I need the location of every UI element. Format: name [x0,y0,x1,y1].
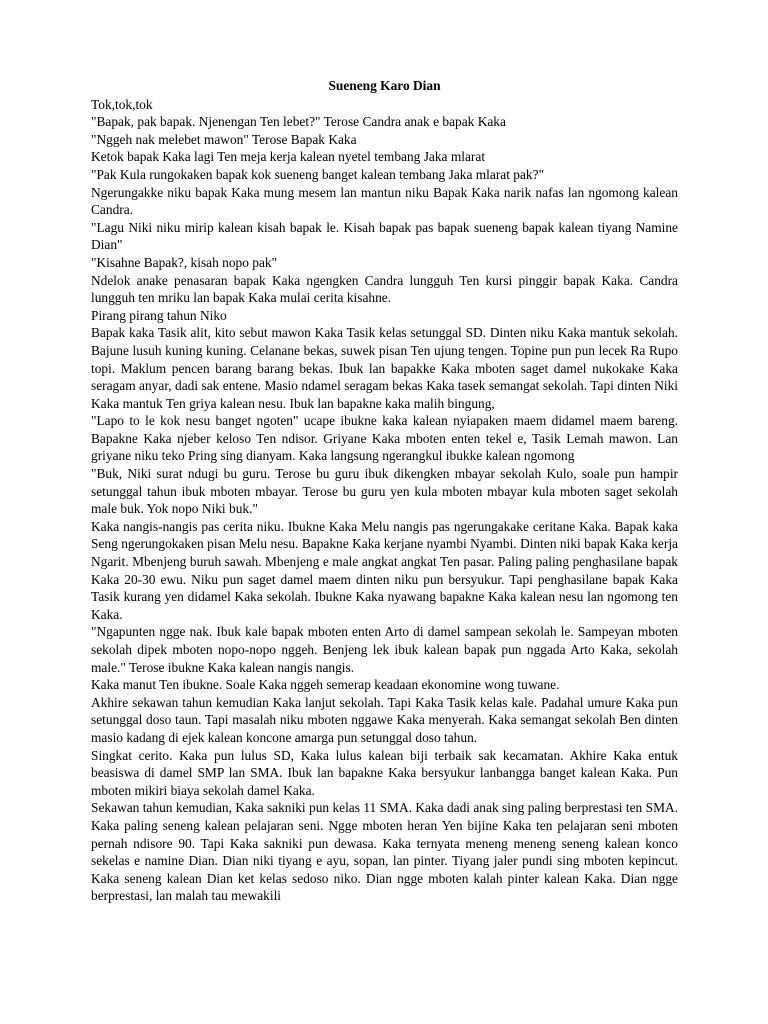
paragraph: Ngerungakke niku bapak Kaka mung mesem lan mantun niku Bapak Kaka narik nafas lan ngomong kalean Candra. [91,184,678,218]
paragraph: Akhire sekawan tahun kemudian Kaka lanjut sekolah. Tapi Kaka Tasik kelas kale. Padahal umure Kaka pun setunggal doso taun. Tapi masalah niku mboten nggawe Kaka menyerah. Kaka semangat sekolah Ben dinten masio kadang di ejek kalean koncone amarga pun setunggal doso tahun. [91,694,678,745]
paragraph: Ndelok anake penasaran bapak Kaka ngengken Candra lungguh Ten kursi pinggir bapak Kaka. Candra lungguh ten mriku lan bapak Kaka mulai cerita kisahne. [91,272,678,306]
paragraph: Singkat cerito. Kaka pun lulus SD, Kaka lulus kalean biji terbaik sak kecamatan. Akhire Kaka entuk beasiswa di damel SMP lan SMA. Ibuk lan bapakne Kaka bersyukur lanbangga banget kalean Kaka. Pun mboten mikiri biaya sekolah damel Kaka. [91,747,678,798]
paragraph: Pirang pirang tahun Niko [91,307,227,323]
paragraph: "Bapak, pak bapak. Njenengan Ten lebet?" Terose Candra anak e bapak Kaka [91,114,506,130]
paragraph: "Kisahne Bapak?, kisah nopo pak" [91,254,278,270]
paragraph: "Nggeh nak melebet mawon" Terose Bapak Kaka [91,131,357,147]
paragraph: "Buk, Niki surat ndugi bu guru. Terose bu guru ibuk dikengken mbayar sekolah Kulo, soale pun hampir setunggal tahun ibuk mboten mbayar. Terose bu guru yen kula mboten mbayar kula mboten saget sekolah male buk. Yok nopo Niki buk." [91,466,678,517]
paragraph: Kaka nangis-nangis pas cerita niku. Ibukne Kaka Melu nangis pas ngerungakake ceritane Kaka. Bapak kaka Seng ngerungokaken pisan Melu nesu. Bapakne Kaka kerjane nyambi Nyambi. Dinten niki bapak Kaka kerja Ngarit. Mbenjeng buruh sawah. Mbenjeng e male angkat angkat Ten pasar. Paling paling penghasilane bapak Kaka 20-30 ewu. Niku pun saget damel maem dinten niku pun bersyukur. Tapi penghasilane bapak Kaka Tasik kurang yen didamel Kaka sekolah. Ibukne Kaka nyawang bapakne Kaka kalean nesu lan ngomong ten Kaka. [91,518,678,622]
paragraph: Sekawan tahun kemudian, Kaka sakniki pun kelas 11 SMA. Kaka dadi anak sing paling berprestasi ten SMA. Kaka paling seneng kalean pelajaran seni. Ngge mboten heran Yen bijine Kaka ten pelajaran seni mboten pernah ndisore 90. Tapi Kaka sakniki pun dewasa. Kaka ternyata meneng meneng seneng kalean konco sekelas e namine Dian. Dian niki tiyang e ayu, sopan, lan pinter. Tiyang jaler pundi sing mboten kepincut. Kaka seneng kalean Dian ket kelas sedoso niko. Dian ngge mboten kalah pinter kalean Kaka. Dian ngge berprestasi, lan malah tau mewakili [91,800,678,904]
document-title: Sueneng Karo Dian [328,78,441,93]
document-page [91,77,678,905]
paragraph: Kaka manut Ten ibukne. Soale Kaka nggeh semerap keadaan ekonomine wong tuwane. [91,677,560,693]
paragraph: "Lapo to le kok nesu banget ngoten" ucape ibukne kaka kalean nyiapaken maem didamel maem bareng. Bapakne Kaka njeber keloso Ten ndisor. Griyane Kaka mboten enten tekel e, Tasik Lemah mawon. Lan griyane niku teko Pring sing dianyam. Kaka langsung ngerangkul ibukke kalean ngomong [91,413,678,464]
paragraph: "Ngapunten ngge nak. Ibuk kale bapak mboten enten Arto di damel sampean sekolah le. Sampeyan mboten sekolah dipek mboten nopo-nopo nggeh. Benjeng lek ibuk kalean bapak pun nggada Arto Kaka, sekolah male." Terose ibukne Kaka kalean nangis nangis. [91,624,678,675]
paragraph: Bapak kaka Tasik alit, kito sebut mawon Kaka Tasik kelas setunggal SD. Dinten niku Kaka mantuk sekolah. Bajune lusuh kuning kuning. Celanane bekas, suwek pisan Ten ujung tengen. Topine pun pun lecek Ra Rupo topi. Maklum pencen barang barang bekas. Ibuk lan bapakke Kaka mboten saget damel nukokake Kaka seragam anyar, dadi sak entene. Masio ndamel seragam bekas Kaka tasek semangat sekolah. Tapi dinten Niki Kaka mantuk Ten griya kalean nesu. Ibuk lan bapakne kaka malih bingung, [91,325,678,411]
paragraph: "Lagu Niki niku mirip kalean kisah bapak le. Kisah bapak pas bapak sueneng bapak kalean tiyang Namine Dian" [91,219,678,253]
paragraph: Ketok bapak Kaka lagi Ten meja kerja kalean nyetel tembang Jaka mlarat [91,149,486,165]
paragraph: "Pak Kula rungokaken bapak kok sueneng banget kalean tembang Jaka mlarat pak?" [91,166,545,182]
paragraph: Tok,tok,tok [91,96,153,112]
